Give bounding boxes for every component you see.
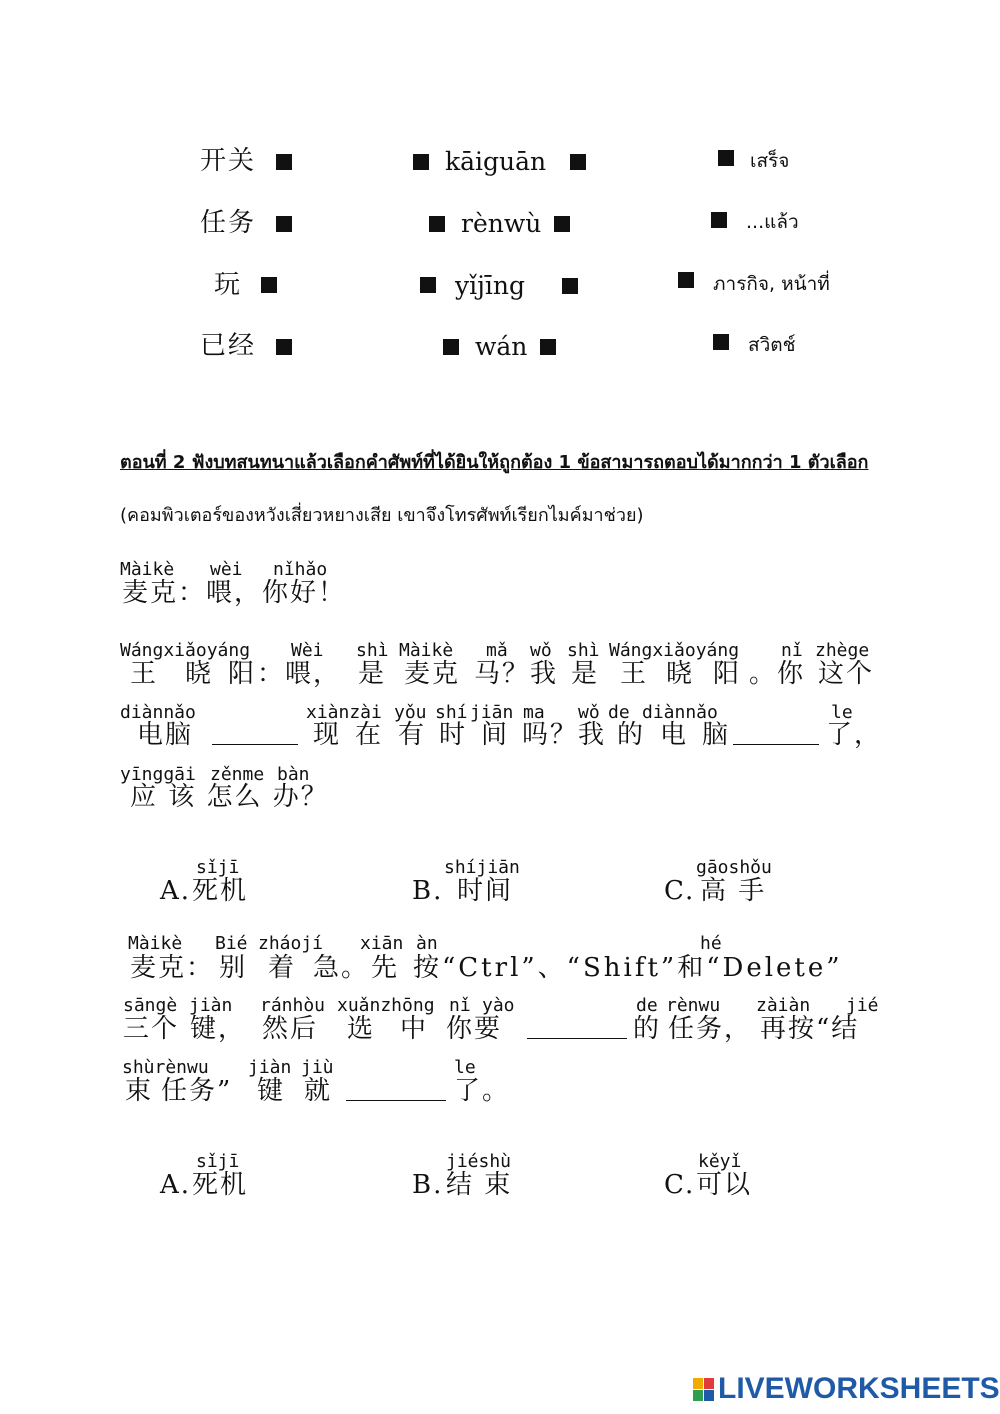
pinyin: jiān xyxy=(470,702,514,723)
hanzi: 在 xyxy=(355,720,384,750)
pinyin: shì xyxy=(356,640,389,661)
pinyin: Wángxiǎoyáng xyxy=(609,640,740,661)
pinyin: àn xyxy=(416,933,438,954)
section2-note: (คอมพิวเตอร์ของหวังเสี่ยวหยางเสีย เขาจึงโทรศัพท์เรียกไมค์มาช่วย) xyxy=(120,505,644,526)
match-thai-2: ...แล้ว xyxy=(746,211,799,233)
hanzi: 。你 xyxy=(749,659,806,689)
pinyin: nǐ xyxy=(449,995,471,1016)
pinyin: diànnǎo xyxy=(642,702,718,723)
pinyin: de xyxy=(636,995,658,1016)
pinyin: zàiàn xyxy=(756,995,811,1016)
match-dot-mid-left-3[interactable] xyxy=(420,277,436,293)
match-dot-right-1[interactable] xyxy=(718,150,734,166)
pinyin: jiù xyxy=(301,1057,334,1078)
hanzi: 脑 xyxy=(702,720,731,750)
liveworksheets-logo-icon xyxy=(693,1378,715,1402)
hanzi: 阳 xyxy=(228,659,257,689)
hanzi: 中 xyxy=(400,1014,429,1044)
hanzi: 麦克 xyxy=(404,659,461,689)
hanzi: 是 xyxy=(358,659,387,689)
pinyin: mǎ xyxy=(486,640,508,661)
match-dot-mid-left-4[interactable] xyxy=(443,339,459,355)
match-dot-right-4[interactable] xyxy=(713,334,729,350)
option-letter: C. xyxy=(664,1170,696,1200)
hanzi: 马？我 xyxy=(474,659,559,689)
hanzi: 是 xyxy=(571,659,600,689)
hanzi: 时 xyxy=(439,720,468,750)
match-pinyin-2: rènwù xyxy=(461,209,542,238)
hanzi: 电脑 xyxy=(137,720,194,750)
match-dot-right-2[interactable] xyxy=(711,212,727,228)
pinyin: diànnǎo xyxy=(120,702,196,723)
hanzi: 你要 xyxy=(446,1014,503,1044)
option-letter: B. xyxy=(412,876,444,906)
option-pinyin: kěyǐ xyxy=(698,1151,742,1172)
answer-blank-1[interactable] xyxy=(212,722,298,745)
pinyin: xuǎnzhōng xyxy=(337,995,435,1016)
liveworksheets-logo[interactable]: LIVEWORKSHEETS xyxy=(718,1372,1000,1405)
match-dot-mid-left-1[interactable] xyxy=(413,154,429,170)
hanzi: 按“Ctrl”、“Shift”和“Delete” xyxy=(413,953,843,983)
option-letter: A. xyxy=(160,876,192,906)
option-hanzi: 死机 xyxy=(192,1170,249,1200)
hanzi: 键 xyxy=(257,1076,286,1106)
match-word-3: 玩 xyxy=(214,270,243,300)
match-pinyin-3: yǐjīng xyxy=(455,271,525,300)
hanzi: 任务” xyxy=(161,1076,233,1106)
pinyin: sāngè xyxy=(123,995,178,1016)
option-hanzi: 死机 xyxy=(192,876,249,906)
hanzi: 晓 xyxy=(185,659,214,689)
match-dot-mid-right-3[interactable] xyxy=(562,278,578,294)
match-dot-mid-right-1[interactable] xyxy=(570,154,586,170)
pinyin: Bié xyxy=(215,933,248,954)
section2-heading: ตอนที่ 2 ฟังบทสนทนาแล้วเลือกคำศัพท์ที่ได้ยินให้ถูกต้อง 1 ข้อสามารถตอบได้มากกว่า 1 ตัวเลือก xyxy=(120,452,869,473)
hanzi: 束 xyxy=(125,1076,154,1106)
option-letter: A. xyxy=(160,1170,192,1200)
pinyin: Màikè xyxy=(128,933,183,954)
pinyin: zháojí xyxy=(258,933,324,954)
option-hanzi: 高 手 xyxy=(700,876,767,906)
match-dot-left-2[interactable] xyxy=(276,216,292,232)
hanzi: 间 xyxy=(481,720,510,750)
pinyin: xiān xyxy=(360,933,404,954)
hanzi: 任务， xyxy=(668,1014,753,1044)
hanzi: 这个 xyxy=(818,659,875,689)
hanzi: 有 xyxy=(398,720,427,750)
pinyin: Wángxiǎoyáng xyxy=(120,640,251,661)
pinyin: bàn xyxy=(277,764,310,785)
pinyin: nǐ xyxy=(781,640,803,661)
pinyin: jié xyxy=(846,995,879,1016)
match-word-2: 任务 xyxy=(200,208,257,238)
pinyin: shì xyxy=(567,640,600,661)
match-thai-1: เสร็จ xyxy=(750,150,790,172)
pinyin: nǐhǎo xyxy=(273,559,328,580)
match-dot-left-3[interactable] xyxy=(261,277,277,293)
option-pinyin: sǐjī xyxy=(196,857,240,878)
pinyin: ma xyxy=(523,702,545,723)
match-dot-left-1[interactable] xyxy=(276,154,292,170)
option-letter: C. xyxy=(664,876,696,906)
match-dot-mid-left-2[interactable] xyxy=(429,216,445,232)
match-word-1 xyxy=(200,146,256,176)
hanzi: ：喂， xyxy=(257,659,342,689)
match-dot-mid-right-4[interactable] xyxy=(540,339,556,355)
pinyin: zhège xyxy=(815,640,870,661)
match-pinyin-4: wán xyxy=(475,332,528,361)
pinyin: ránhòu xyxy=(260,995,326,1016)
pinyin: Màikè xyxy=(120,559,175,580)
pinyin: hé xyxy=(700,933,722,954)
answer-blank-2[interactable] xyxy=(733,722,819,745)
dialogue-line-1: 麦克：喂，你好！ xyxy=(122,578,347,608)
option-pinyin: gāoshǒu xyxy=(696,857,772,878)
hanzi: 选 xyxy=(347,1014,376,1044)
pinyin: le xyxy=(831,702,853,723)
answer-blank-4[interactable] xyxy=(346,1078,446,1101)
pinyin: jiàn xyxy=(248,1057,292,1078)
pinyin: xiànzài xyxy=(306,702,382,723)
hanzi: 的 xyxy=(633,1014,662,1044)
option-hanzi: 时间 xyxy=(457,876,514,906)
match-thai-4: สวิตช์ xyxy=(748,334,796,356)
pinyin: zěnme xyxy=(210,764,265,785)
dialogue-line-4: 应 该 怎么 办？ xyxy=(130,782,329,812)
pinyin: Màikè xyxy=(399,640,454,661)
answer-blank-3[interactable] xyxy=(527,1016,627,1039)
pinyin: rènwu xyxy=(666,995,721,1016)
hanzi: 电 xyxy=(660,720,689,750)
match-word-4: 已经 xyxy=(200,331,257,361)
hanzi: 吗？我 xyxy=(522,720,607,750)
option-hanzi: 结 束 xyxy=(446,1170,513,1200)
hanzi: 晓 xyxy=(666,659,695,689)
pinyin: le xyxy=(454,1057,476,1078)
hanzi: 先 xyxy=(371,953,400,983)
option-pinyin: shíjiān xyxy=(444,857,520,878)
hanzi: 王 xyxy=(620,659,649,689)
pinyin: yǒu xyxy=(394,702,427,723)
hanzi: 了， xyxy=(826,720,883,750)
hanzi: 急。 xyxy=(313,953,370,983)
hanzi: 别 xyxy=(219,953,248,983)
pinyin: yīnggāi xyxy=(120,764,196,785)
match-dot-left-4[interactable] xyxy=(276,339,292,355)
hanzi: 三个 xyxy=(123,1014,180,1044)
hanzi: 然后 xyxy=(262,1014,319,1044)
pinyin: wǒ xyxy=(578,702,600,723)
hanzi: 现 xyxy=(313,720,342,750)
hanzi: 麦克： xyxy=(130,953,215,983)
hanzi: 阳 xyxy=(713,659,742,689)
option-pinyin: jiéshù xyxy=(446,1151,512,1172)
pinyin: de xyxy=(608,702,630,723)
hanzi: 了。 xyxy=(454,1076,511,1106)
pinyin: shùrènwu xyxy=(122,1057,209,1078)
match-thai-3: ภารกิจ, หน้าที่ xyxy=(713,273,830,295)
hanzi-text: 开关 xyxy=(200,146,257,176)
hanzi: 王 xyxy=(130,659,159,689)
option-letter: B. xyxy=(412,1170,444,1200)
pinyin: yào xyxy=(482,995,515,1016)
hanzi: 就 xyxy=(304,1076,333,1106)
pinyin: shí xyxy=(435,702,468,723)
match-pinyin-1: kāiguān xyxy=(445,147,547,176)
hanzi: 键， xyxy=(190,1014,247,1044)
option-pinyin: sǐjī xyxy=(196,1151,240,1172)
pinyin: jiàn xyxy=(189,995,233,1016)
hanzi: 的 xyxy=(617,720,646,750)
pinyin: wǒ xyxy=(530,640,552,661)
pinyin: wèi xyxy=(210,559,243,580)
option-hanzi: 可以 xyxy=(696,1170,753,1200)
pinyin: Wèi xyxy=(291,640,324,661)
match-dot-right-3[interactable] xyxy=(678,272,694,288)
match-dot-mid-right-2[interactable] xyxy=(554,216,570,232)
hanzi: 再按“结 xyxy=(760,1014,860,1044)
hanzi: 着 xyxy=(268,953,297,983)
